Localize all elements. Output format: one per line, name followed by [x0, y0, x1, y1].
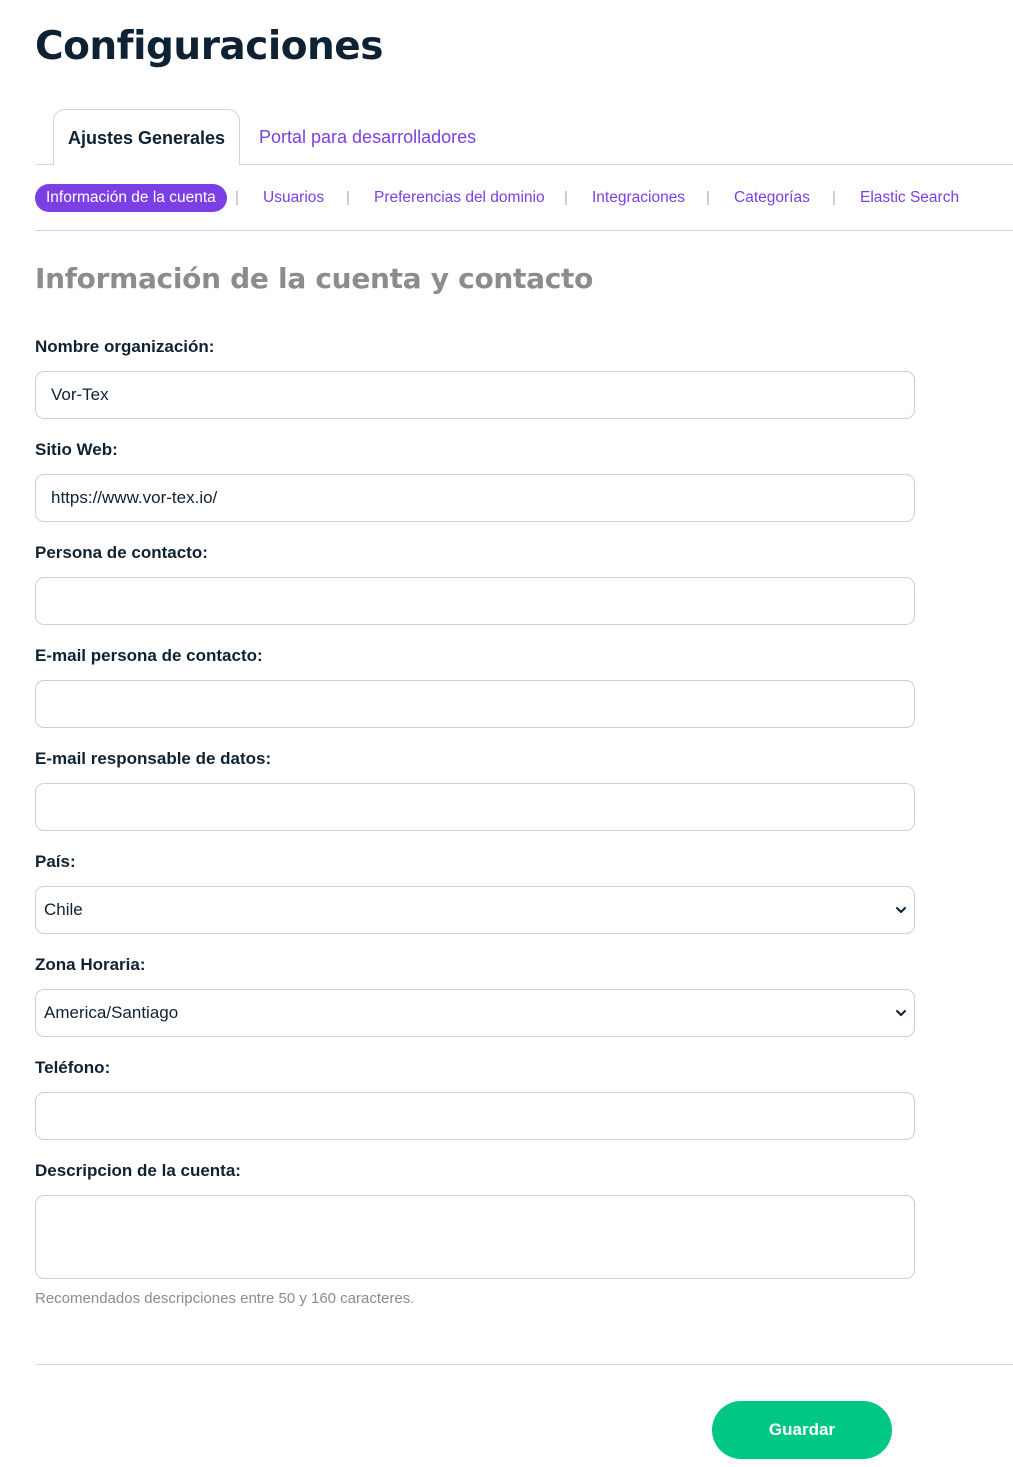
chevron-down-icon	[894, 1006, 908, 1020]
timezone-selected-value: America/Santiago	[44, 1003, 179, 1022]
description-textarea[interactable]	[35, 1195, 915, 1279]
org-name-label: Nombre organización:	[35, 337, 215, 356]
chevron-down-icon	[894, 903, 908, 917]
subnav-separator: |	[564, 189, 568, 206]
country-select[interactable]	[35, 886, 915, 934]
subnav-separator: |	[706, 189, 710, 206]
subnav-account-info[interactable]: Información de la cuenta	[35, 184, 227, 212]
timezone-select[interactable]	[35, 989, 915, 1037]
website-label: Sitio Web:	[35, 440, 118, 459]
subnav-integrations[interactable]: Integraciones	[592, 189, 686, 206]
sub-nav	[35, 183, 1013, 231]
description-hint: Recomendados descripciones entre 50 y 160 caracteres.	[35, 1290, 415, 1307]
contact-person-input[interactable]	[35, 577, 915, 625]
contact-email-label: E-mail persona de contacto:	[35, 646, 263, 665]
subnav-elastic-search[interactable]: Elastic Search	[860, 189, 960, 206]
footer-divider	[35, 1364, 1013, 1365]
subnav-users[interactable]: Usuarios	[263, 189, 325, 206]
section-title: Información de la cuenta y contacto	[35, 262, 594, 295]
subnav-categories[interactable]: Categorías	[734, 189, 810, 206]
subnav-separator: |	[832, 189, 836, 206]
description-label: Descripcion de la cuenta:	[35, 1161, 241, 1180]
data-email-label: E-mail responsable de datos:	[35, 749, 272, 768]
page-title: Configuraciones	[35, 24, 383, 69]
subnav-domain-preferences[interactable]: Preferencias del dominio	[374, 189, 545, 206]
country-selected-value: Chile	[44, 900, 83, 919]
tab-general-settings[interactable]: Ajustes Generales	[53, 109, 240, 166]
save-button[interactable]: Guardar	[712, 1401, 892, 1459]
main-tabs	[35, 109, 1013, 165]
phone-label: Teléfono:	[35, 1058, 111, 1077]
org-name-input[interactable]	[35, 371, 915, 419]
tab-developer-portal[interactable]: Portal para desarrolladores	[259, 127, 477, 147]
timezone-label: Zona Horaria:	[35, 955, 146, 974]
subnav-separator: |	[235, 189, 239, 206]
website-input[interactable]	[35, 474, 915, 522]
country-label: País:	[35, 852, 76, 871]
data-email-input[interactable]	[35, 783, 915, 831]
phone-input[interactable]	[35, 1092, 915, 1140]
contact-email-input[interactable]	[35, 680, 915, 728]
subnav-separator: |	[346, 189, 350, 206]
contact-person-label: Persona de contacto:	[35, 543, 208, 562]
